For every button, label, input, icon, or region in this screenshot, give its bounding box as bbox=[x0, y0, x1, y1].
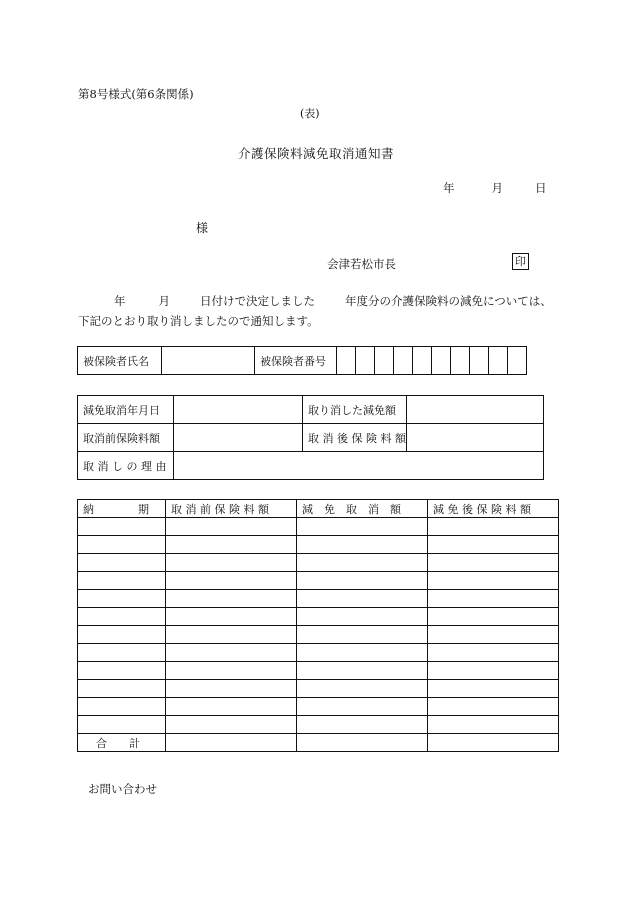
table-row bbox=[78, 572, 559, 590]
table-row bbox=[78, 590, 559, 608]
addressee-suffix: 様 bbox=[196, 221, 209, 235]
table-cell[interactable] bbox=[428, 698, 559, 716]
contact-label: お問い合わせ bbox=[88, 782, 157, 796]
table-row bbox=[78, 644, 559, 662]
after-premium-field[interactable] bbox=[406, 424, 543, 452]
insured-number-label: 被保険者番号 bbox=[255, 347, 337, 375]
insured-name-label: 被保険者氏名 bbox=[78, 347, 162, 375]
table-cell[interactable] bbox=[166, 608, 297, 626]
body-decided: 日付けで決定しました bbox=[200, 294, 315, 308]
table-cell[interactable] bbox=[428, 680, 559, 698]
table-cell[interactable] bbox=[428, 608, 559, 626]
table-cell[interactable] bbox=[428, 518, 559, 536]
body-month: 月 bbox=[158, 294, 170, 308]
before-premium-field[interactable] bbox=[174, 424, 303, 452]
table-cell[interactable] bbox=[78, 680, 166, 698]
date-year: 年 bbox=[443, 181, 455, 195]
table-cell[interactable] bbox=[166, 626, 297, 644]
table-cell[interactable] bbox=[78, 608, 166, 626]
table-row bbox=[78, 518, 559, 536]
table-cell[interactable] bbox=[78, 644, 166, 662]
total-before-premium[interactable] bbox=[166, 734, 297, 752]
table-row bbox=[78, 536, 559, 554]
insured-number-digit[interactable] bbox=[451, 347, 470, 375]
table-cell[interactable] bbox=[297, 698, 428, 716]
insured-number-digit[interactable] bbox=[413, 347, 432, 375]
insured-number-digit[interactable] bbox=[470, 347, 489, 375]
table-row bbox=[78, 554, 559, 572]
table-cell[interactable] bbox=[166, 554, 297, 572]
total-after-premium[interactable] bbox=[428, 734, 559, 752]
cancel-date-field[interactable] bbox=[174, 396, 303, 424]
table-row bbox=[78, 680, 559, 698]
table-cell[interactable] bbox=[78, 698, 166, 716]
total-cancelled-amount[interactable] bbox=[297, 734, 428, 752]
table-cell[interactable] bbox=[166, 518, 297, 536]
table-cell[interactable] bbox=[78, 662, 166, 680]
insured-number-digit[interactable] bbox=[375, 347, 394, 375]
form-number: 第8号様式(第6条関係) bbox=[78, 87, 194, 101]
table-cell[interactable] bbox=[297, 716, 428, 734]
table-cell[interactable] bbox=[78, 626, 166, 644]
table-cell[interactable] bbox=[297, 608, 428, 626]
table-cell[interactable] bbox=[78, 572, 166, 590]
table-cell[interactable] bbox=[428, 572, 559, 590]
after-premium-label: 取 消 後 保 険 料 額 bbox=[303, 424, 407, 452]
insured-number-digit[interactable] bbox=[432, 347, 451, 375]
date-month: 月 bbox=[491, 181, 503, 195]
insured-number-digit[interactable] bbox=[337, 347, 356, 375]
table-cell[interactable] bbox=[166, 716, 297, 734]
header-cancelled-amount: 減 免 取 消 額 bbox=[297, 500, 428, 518]
header-before-premium: 取 消 前 保 険 料 額 bbox=[166, 500, 297, 518]
insured-person-table bbox=[77, 346, 527, 375]
table-cell[interactable] bbox=[166, 662, 297, 680]
table-cell[interactable] bbox=[428, 662, 559, 680]
side-mark: (表) bbox=[300, 107, 320, 120]
cancelled-amount-label: 取り消した減免額 bbox=[303, 396, 407, 424]
table-cell[interactable] bbox=[428, 644, 559, 662]
insured-number-digit[interactable] bbox=[356, 347, 375, 375]
insured-number-digit[interactable] bbox=[508, 347, 527, 375]
table-cell[interactable] bbox=[78, 554, 166, 572]
table-cell[interactable] bbox=[428, 626, 559, 644]
payment-period-table bbox=[77, 499, 559, 752]
body-year: 年 bbox=[114, 294, 126, 308]
date-day: 日 bbox=[535, 181, 547, 195]
total-row bbox=[78, 734, 559, 752]
table-cell[interactable] bbox=[297, 662, 428, 680]
header-payment-period: 納 期 bbox=[78, 500, 166, 518]
table-row bbox=[78, 698, 559, 716]
table-cell[interactable] bbox=[166, 536, 297, 554]
table-cell[interactable] bbox=[166, 680, 297, 698]
table-cell[interactable] bbox=[297, 536, 428, 554]
table-cell[interactable] bbox=[297, 518, 428, 536]
table-cell[interactable] bbox=[428, 536, 559, 554]
table-cell[interactable] bbox=[166, 644, 297, 662]
cancellation-table bbox=[77, 395, 544, 480]
header-after-premium: 減 免 後 保 険 料 額 bbox=[428, 500, 559, 518]
insured-number-digit[interactable] bbox=[394, 347, 413, 375]
table-cell[interactable] bbox=[297, 626, 428, 644]
total-label: 合 計 bbox=[78, 734, 166, 752]
table-cell[interactable] bbox=[297, 644, 428, 662]
table-cell[interactable] bbox=[297, 590, 428, 608]
table-cell[interactable] bbox=[78, 716, 166, 734]
table-cell[interactable] bbox=[297, 554, 428, 572]
table-cell[interactable] bbox=[428, 554, 559, 572]
table-row bbox=[78, 716, 559, 734]
table-cell[interactable] bbox=[166, 572, 297, 590]
table-cell[interactable] bbox=[78, 518, 166, 536]
cancelled-amount-field[interactable] bbox=[406, 396, 543, 424]
before-premium-label: 取消前保険料額 bbox=[78, 424, 174, 452]
insured-number-digit[interactable] bbox=[489, 347, 508, 375]
table-cell[interactable] bbox=[166, 590, 297, 608]
document-title: 介護保険料減免取消通知書 bbox=[238, 146, 395, 161]
table-cell[interactable] bbox=[297, 680, 428, 698]
table-cell[interactable] bbox=[297, 572, 428, 590]
table-cell[interactable] bbox=[428, 716, 559, 734]
table-row bbox=[78, 608, 559, 626]
table-row bbox=[78, 662, 559, 680]
seal-mark: 印 bbox=[512, 253, 529, 270]
insured-name-field[interactable] bbox=[162, 347, 255, 375]
table-cell[interactable] bbox=[166, 698, 297, 716]
issue-date bbox=[443, 180, 547, 196]
cancel-date-label: 減免取消年月日 bbox=[78, 396, 174, 424]
table-cell[interactable] bbox=[78, 536, 166, 554]
notice-body bbox=[78, 291, 558, 331]
body-fiscal-year: 年度分の介護保険料の減免については、下記のとおり取り消しましたので通知します。 bbox=[78, 294, 552, 328]
table-cell[interactable] bbox=[78, 590, 166, 608]
issuer-name: 会津若松市長 bbox=[327, 257, 396, 271]
table-cell[interactable] bbox=[428, 590, 559, 608]
table-row bbox=[78, 626, 559, 644]
reason-label: 取 消 し の 理 由 bbox=[78, 452, 174, 480]
reason-field[interactable] bbox=[174, 452, 544, 480]
